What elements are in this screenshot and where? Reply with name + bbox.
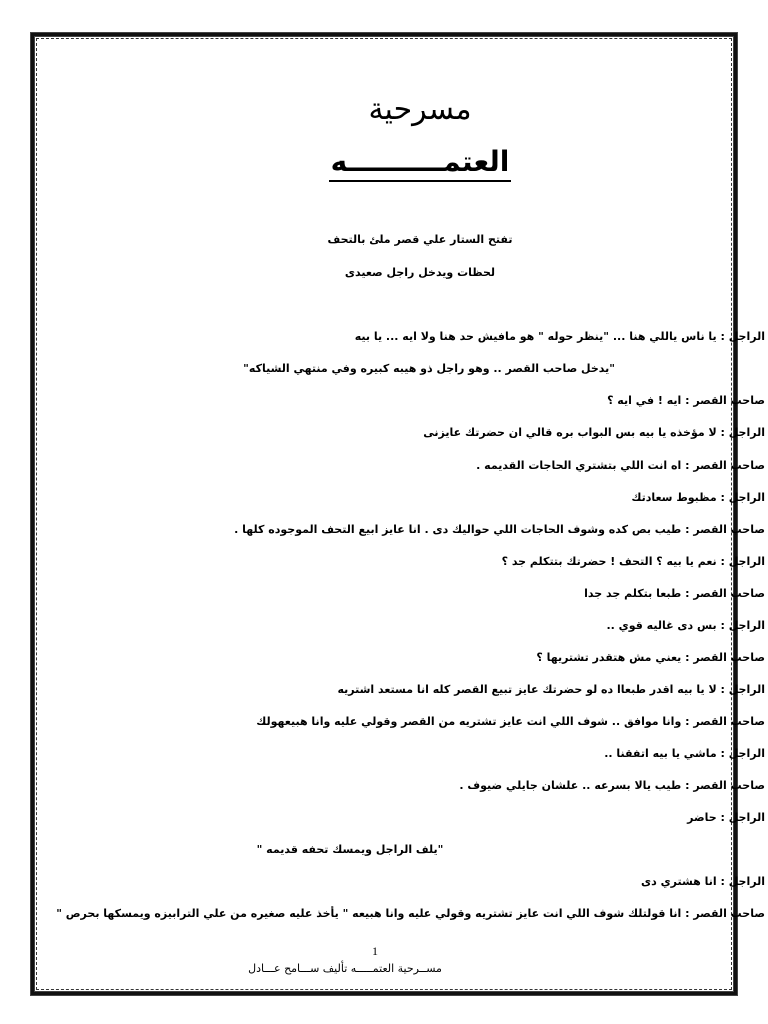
dialogue-line: الراجل : مظبوط سعادتك [631, 491, 765, 504]
page-footer: مســرحية العتمـــــه تأليف ســـامح عـــادل [248, 962, 442, 975]
stage-direction: "يلف الراجل ويمسك تحفه قديمه " [256, 843, 444, 856]
stage-direction: تفتح الستار علي قصر ملئ بالتحف [327, 233, 513, 246]
dialogue-line: صاحب القصر : يعني مش هتقدر تشتريها ؟ [536, 651, 765, 664]
dialogue-line: الراجل : بس دى غاليه قوي .. [606, 619, 765, 632]
dialogue-line: صاحب القصر : طيب يالا بسرعه .. علشان جايلي ضيوف . [459, 779, 765, 792]
dialogue-line: صاحب القصر : طبعا بتكلم جد جدا [584, 587, 765, 600]
dialogue-line: صاحب القصر : طيب بص كده وشوف الحاجات اللي حواليك دى . انا عايز ابيع التحف الموجوده كلها . [234, 523, 765, 536]
stage-direction: "يدخل صاحب القصر .. وهو راجل ذو هيبه كبيره وفي منتهي الشياكه" [243, 362, 615, 375]
dialogue-line: الراجل : حاضر [687, 811, 765, 824]
dialogue-line: الراجل : لا مؤخذه يا بيه بس البواب بره قالي ان حضرتك عايزنى [423, 426, 765, 439]
dialogue-line: صاحب القصر : ايه ! في ايه ؟ [607, 394, 765, 407]
dialogue-line: الراجل : لا يا بيه اقدر طبعاا ده لو حضرتك عايز تبيع القصر كله انا مستعد اشتريه [337, 683, 765, 696]
dialogue-line: الراجل : نعم يا بيه ؟ التحف ! حضرتك بتتكلم جد ؟ [501, 555, 765, 568]
dialogue-line: الراجل : يا ناس ياللي هنا ... "ينظر حوله " هو مافيش حد هنا ولا ايه ... يا بيه [354, 330, 765, 343]
play-label: مسرحية [368, 92, 472, 127]
stage-direction: لحظات ويدخل راجل صعيدى [344, 266, 496, 279]
page-number: 1 [372, 944, 378, 958]
play-title: العتمــــــــــه [70, 145, 768, 178]
dialogue-line: صاحب القصر : اه انت اللي بتشتري الحاجات القديمه . [476, 459, 765, 472]
dialogue-line: الراجل : انا هشتري دى [641, 875, 765, 888]
dialogue-line: الراجل : ماشي يا بيه اتفقنا .. [604, 747, 765, 760]
document-page [56, 0, 765, 1024]
dialogue-line: صاحب القصر : انا قولتلك شوف اللي انت عايز تشتريه وقولي عليه وانا هبيعه " يأخذ عليه صغيره من علي الترابيزه ويمسكها بحرص " [56, 907, 765, 920]
dialogue-line: صاحب القصر : وانا موافق .. شوف اللي انت عايز تشتريه من القصر وقولي عليه وانا هبيعهولك [256, 715, 765, 728]
